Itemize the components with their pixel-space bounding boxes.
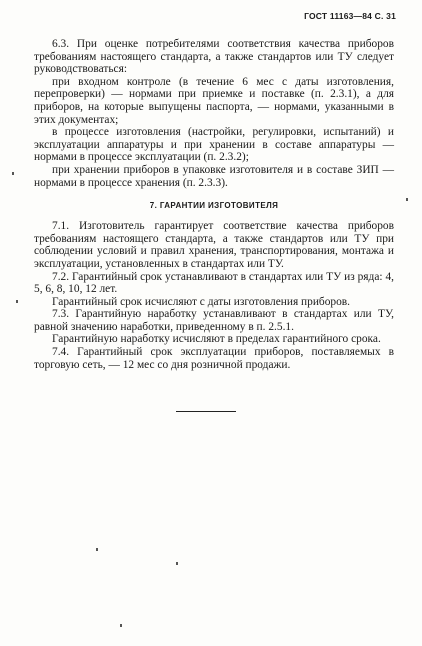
paragraph-incoming-control: при входном контроле (в течение 6 мес с даты изготовления, перепроверки) — нормами при приемке и поставке (п. 2.3.1), а для приборов, на которые выпущены паспорта, — нормами, указанными в этих документах; [34,75,394,126]
paragraph-7-4: 7.4. Гарантийный срок эксплуатации приборов, поставляемых в торговую сеть, — 12 мес со дня розничной продажи. [34,346,394,371]
paragraph-7-1: 7.1. Изготовитель гарантирует соответствие качества приборов требованиям настоящего стандарта, а также стандартов или ТУ при соблюдении условий и правил хранения, транспортирования, монтажа и эксплуатации, установленных в стандартах или ТУ. [34,220,394,270]
paragraph-warranty-start: Гарантийный срок исчисляют с даты изготовления приборов. [52,295,351,308]
page-body [34,38,394,371]
section-7-title: 7. ГАРАНТИИ ИЗГОТОВИТЕЛЯ [149,201,279,211]
paragraph-warranty-hours: Гарантийную наработку исчисляют в пределах гарантийного срока. [52,333,381,346]
paragraph-storage: при хранении приборов в упаковке изготовителя и в составе ЗИП — нормами в процессе хранения (п. 2.3.3). [34,163,394,189]
running-header: ГОСТ 11163—84 С. 31 [304,11,396,21]
end-rule [176,411,236,412]
paragraph-manufacturing: в процессе изготовления (настройки, регулировки, испытаний) и эксплуатации аппаратуры и при хранении в составе аппаратуры — нормами в процессе эксплуатации (п. 2.3.2); [34,126,394,164]
paragraph-7-3: 7.3. Гарантийную наработку устанавливают в стандартах или ТУ, равной значению наработки, приведенному в п. 2.5.1. [34,308,394,333]
paragraph-7-2: 7.2. Гарантийный срок устанавливают в стандартах или ТУ из ряда: 4, 5, 6, 8, 10, 12 лет. [34,270,394,296]
paragraph-6-3: 6.3. При оценке потребителями соответствия качества приборов требованиям настоящего стандарта, а также стандартов или ТУ следует руководствоваться: [34,38,394,76]
